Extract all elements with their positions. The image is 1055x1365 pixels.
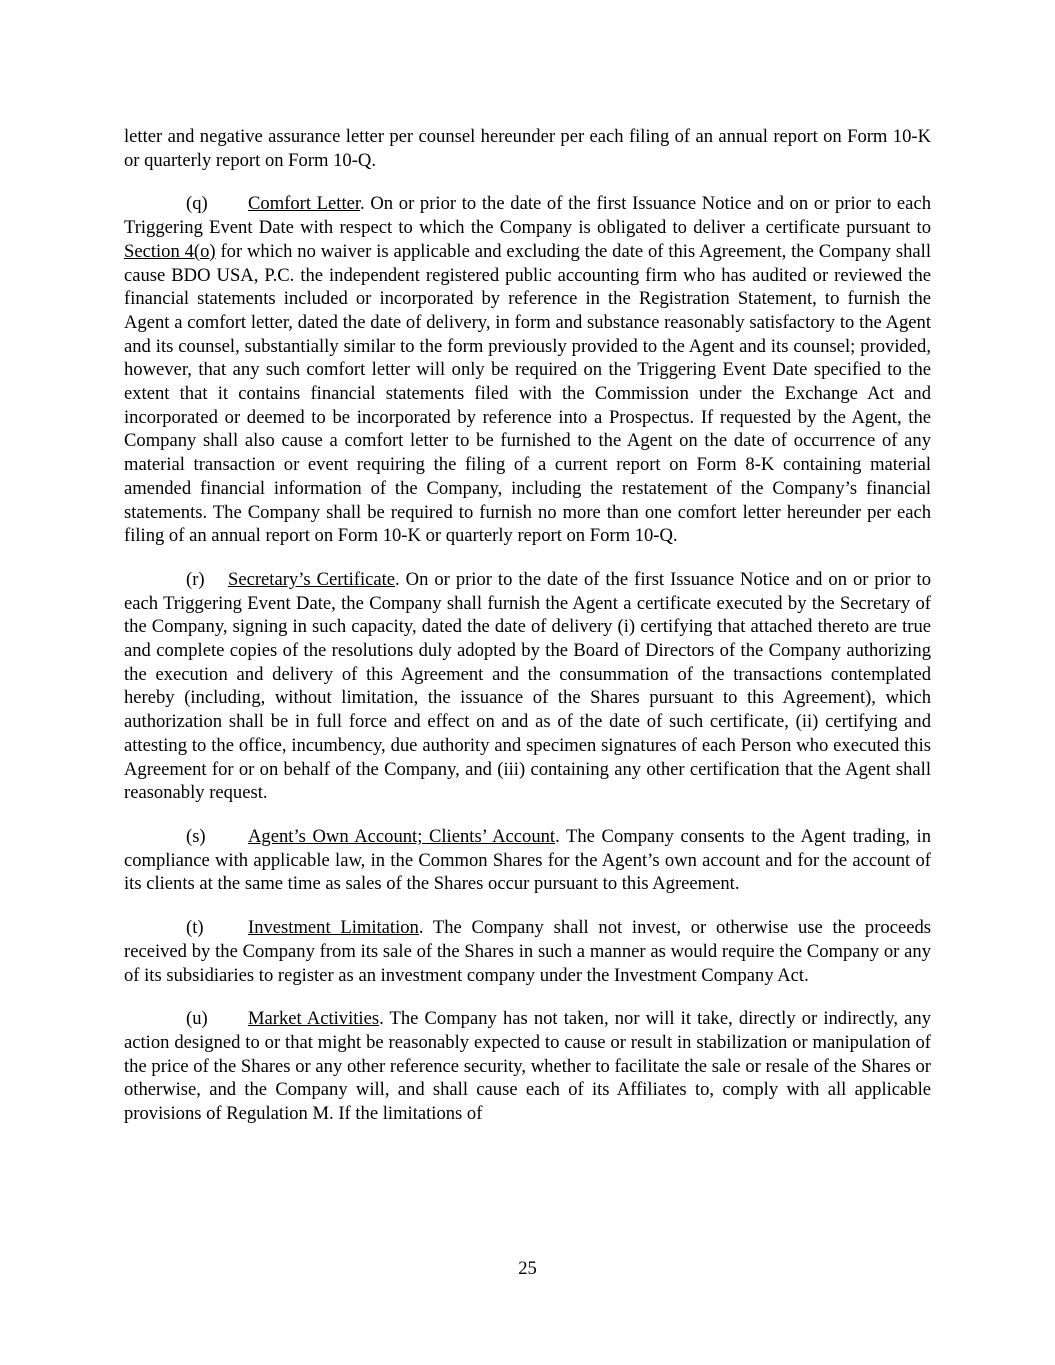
section-r-text: . On or prior to the date of the first Issuance Notice and on or prior to each Triggering Event Date, the Company shall furnish the Agent a certificate executed by the Secretary of the Company, signing in such capacity, dated the date of delivery (i) certifying that attached thereto are true and complete copies of the resolutions duly adopted by the Board of Directors of the Company authorizing the execution and delivery of this Agreement and the consummation of the transactions contemplated hereby (including, without limitation, the issuance of the Shares pursuant to this Agreement), which authorization shall be in full force and effect on and as of the date of such certificate, (ii) certifying and attesting to the office, incumbency, due authority and specimen signatures of each Person who executed this Agreement for or on behalf of the Company, and (iii) containing any other certification that the Agent shall reasonably request. xyxy=(124,568,932,804)
section-r-marker: (r) xyxy=(186,568,205,590)
section-u-marker: (u) xyxy=(186,1008,208,1030)
section-u-text: . The Company has not taken, nor will it take, directly or indirectly, any action designed to or that might be reasonably expected to cause or result in stabilization or manipulation of the price of the Shares or any other reference security, whether to facilitate the sale or resale of the Shares or otherwise, and the Company will, and shall cause each of its Affiliates to, comply with all applicable provisions of Regulation M. If the limitations of xyxy=(124,1008,931,1125)
section-q-heading: Comfort Letter xyxy=(248,193,361,215)
section-t-heading: Investment Limitation xyxy=(248,917,419,939)
section-s-paragraph xyxy=(124,825,931,896)
page-number: 25 xyxy=(518,1258,537,1279)
section-s-heading: Agent’s Own Account; Clients’ Account xyxy=(248,825,556,847)
section-q-text-b: for which no waiver is applicable and excluding the date of this Agreement, the Company shall cause BDO USA, P.C. the independent registered public accounting firm who has audited or reviewed the financial statements included or incorporated by reference in the Registration Statement, to furnish the Agent a comfort letter, dated the date of delivery, in form and substance reasonably satisfactory to the Agent and its counsel, substantially similar to the form previously provided to the Agent and its counsel; provided, however, that any such comfort letter will only be required on the Triggering Event Date specified to the extent that it contains financial statements filed with the Commission under the Exchange Act and incorporated or deemed to be incorporated by reference into a Prospectus. If requested by the Agent, the Company shall also cause a comfort letter to be furnished to the Agent on the date of occurrence of any material transaction or event requiring the filing of a current report on Form 8-K containing material amended financial information of the Company, including the restatement of the Company’s financial statements. The Company shall be required to furnish no more than one comfort letter hereunder per each filing of an annual report on Form 10-K or quarterly report on Form 10-Q. xyxy=(124,240,931,547)
section-q-marker: (q) xyxy=(186,193,208,215)
section-t-marker: (t) xyxy=(186,917,204,939)
section-reference: Section 4(o) xyxy=(124,240,216,262)
section-s-marker: (s) xyxy=(186,825,206,847)
section-r-heading: Secretary’s Certificate xyxy=(228,568,396,590)
section-q-text-a: . On or prior to the date of the first Issuance Notice and on or prior to each Triggering Event Date with respect to which the Company is obligated to deliver a certificate pursuant to xyxy=(124,193,931,239)
intro-text: letter and negative assurance letter per counsel hereunder per each filing of an annual report on Form 10-K or quarterly report on Form 10-Q. xyxy=(124,126,931,171)
section-t-text: . The Company shall not invest, or otherwise use the proceeds received by the Company from its sale of the Shares in such a manner as would require the Company or any of its subsidiaries to register as an investment company under the Investment Company Act. xyxy=(124,917,932,986)
section-s-text: . The Company consents to the Agent trading, in compliance with applicable law, in the Common Shares for the Agent’s own account and for the account of its clients at the same time as sales of the Shares occur pursuant to this Agreement. xyxy=(124,825,931,895)
section-u-paragraph xyxy=(124,1007,931,1126)
section-t-paragraph xyxy=(124,916,931,987)
section-r-paragraph xyxy=(124,568,931,805)
document-page xyxy=(124,125,931,1146)
intro-paragraph xyxy=(124,125,931,172)
section-q-paragraph xyxy=(124,192,931,548)
section-u-heading: Market Activities xyxy=(248,1008,380,1030)
